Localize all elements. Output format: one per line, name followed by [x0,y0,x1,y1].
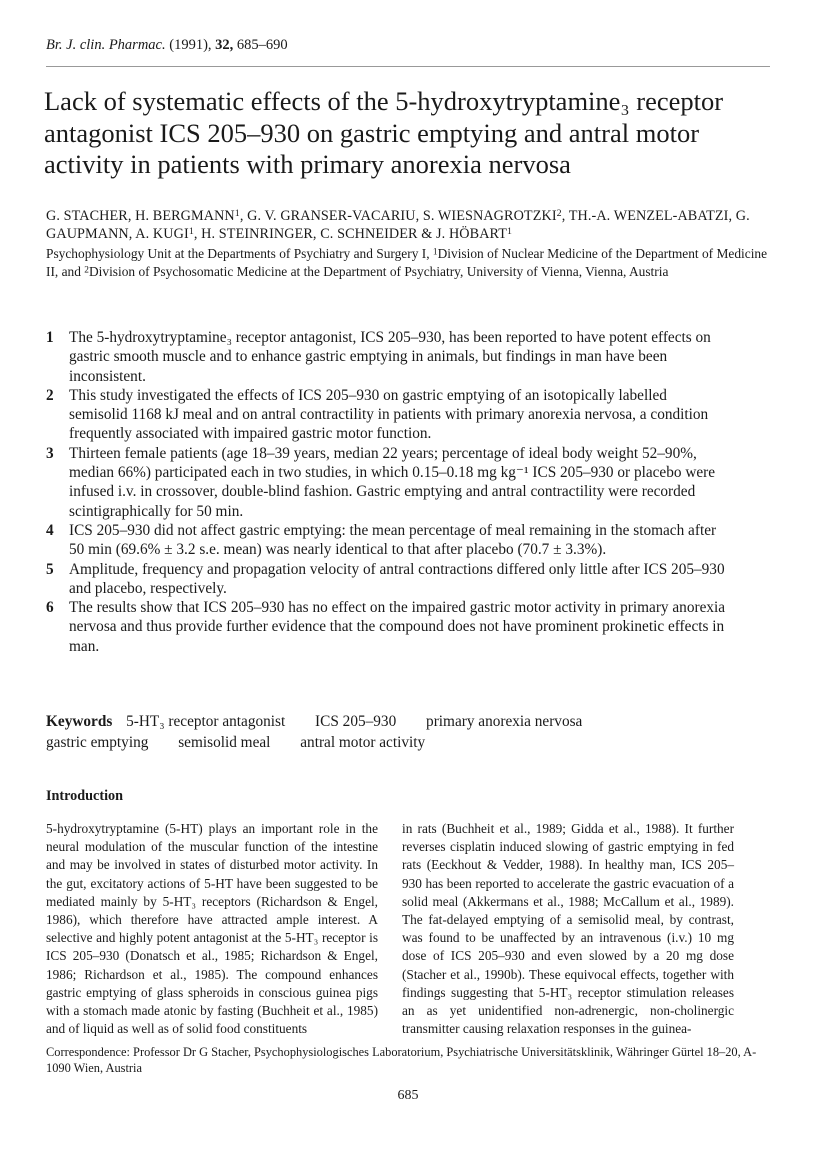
abstract-item [46,386,726,444]
author-separator: , [415,208,423,224]
abstract-item-number: 1 [46,329,54,346]
body-column-right: in rats (Buchheit et al., 1989; Gidda et al., 1988). It further reverses cisplatin induced slowing of gastric emptying in fed rats (Eeckhout & Vedder, 1988). In healthy man, ICS 205–930 has been reported to accelerate the gastric evacuation of a solid meal (Akkermans et al., 1988; McCallum et al., 1989). The fat-delayed emptying of a semisolid meal, by contrast, was found to be unaffected by an intravenous (i.v.) 10 mg dose of ICS 205–930 and even slowed by a 20 mg dose (Stacher et al., 1990b). These equivocal effects, together with findings suggesting that 5-HT₃ receptor stimulation releases an as yet unidentified non-adrenergic, non-cholinergic transmitter causing relaxation responses in the guinea- [402,821,734,1037]
abstract-item-number: 4 [46,521,54,539]
author-separator: , [561,208,569,224]
author-name: H. STEINRINGER [201,226,313,242]
author-affiliation-mark: 1 [234,208,240,220]
header-rule [46,66,770,67]
abstract-item-text: This study investigated the effects of ICS 205–930 on gastric emptying of an isotopically labelled semisolid 1168 kJ meal and on antral contractility in patients with primary anorexia nervosa, a condition frequently associated with impaired gastric motor function. [69,386,709,443]
abstract-item-text: Amplitude, frequency and propagation velocity of antral contractions differed only little after ICS 205–930 and placebo, respectively. [69,560,725,597]
author-affiliation-mark: 1 [188,226,194,238]
keyword: ICS 205–930 [315,713,397,730]
author-name: G. STACHER [46,208,128,224]
affiliation-mark-2: 2 [84,265,89,276]
author-list [46,207,776,243]
keyword: gastric emptying [46,733,149,751]
author-separator: , [239,208,248,224]
author-separator: , [312,226,321,242]
author-name: H. BERGMANN [135,208,235,224]
author-separator: & [417,226,437,242]
abstract [46,328,726,656]
abstract-item [46,598,726,656]
author-name: G. GAUPMANN [46,208,750,242]
journal-volume: 32, [215,37,234,53]
affiliation [46,245,776,281]
abstract-item [46,560,726,599]
journal-pages: 685–690 [236,37,288,53]
affiliation-part-1: Psychophysiology Unit at the Departments of Psychiatry and Surgery I, [46,246,433,261]
journal-name: Br. J. clin. Pharmac. [46,37,166,53]
author-name: S. WIESNAGROTZKI [422,208,557,224]
author-separator: , [193,226,202,242]
abstract-item-number: 2 [46,386,54,404]
affiliation-mark-1: 1 [432,247,438,258]
author-name: G. V. GRANSER-VACARIU [247,208,416,224]
author-affiliation-mark: 1 [507,226,513,238]
author-name: J. HÖBART [436,226,508,242]
author-name: A. KUGI [135,226,189,242]
abstract-item-number: 6 [46,599,54,617]
keyword: antral motor activity [300,733,426,751]
affiliation-part-2: Division of Nuclear Medicine of the Department of Medicine II, and [46,246,768,279]
abstract-item [46,444,726,521]
correspondence-note: Correspondence: Professor Dr G Stacher, Psychophysiologisches Laboratorium, Psychiatrische Universitätsklinik, Währinger Gürtel 18–20, A-1090 Wien, Austria [46,1045,757,1075]
affiliation-part-3: Division of Psychosomatic Medicine at the Department of Psychiatry, University of Vienna, Vienna, Austria [88,264,669,279]
author-name: TH.-A. WENZEL-ABATZI [568,208,729,224]
keywords-label: Keywords [46,713,113,730]
article-title: Lack of systematic effects of the 5-hydroxytryptamine₃ receptor antagonist ICS 205–930 on gastric emptying and antral motor activity in patients with primary anorexia nervosa [44,86,724,179]
abstract-item [46,328,726,386]
section-heading: Introduction [46,788,123,804]
body-column-left: 5-hydroxytryptamine (5-HT) plays an important role in the neural modulation of the muscular function of the intestine and may be involved in states of disturbed motor activity. In the gut, excitatory actions of 5-HT have been suggested to be mediated mainly by 5-HT₃ receptors (Richardson & Engel, 1986), which therefore have attracted ample interest. A selective and highly potent antagonist at the 5-HT₃ receptor is ICS 205–930 (Donatsch et al., 1985; Richardson & Engel, 1986; Richardson et al., 1985). The compound enhances gastric emptying of glass spheroids in conscious guinea pigs with a stomach made atonic by fasting (Buchheit et al., 1985) and of liquid as well as of solid food constituents [46,821,378,1037]
author-separator: , [128,226,136,242]
keyword: semisolid meal [178,733,271,751]
abstract-item-number: 5 [46,560,54,578]
author-name: C. SCHNEIDER [320,226,418,242]
author-affiliation-mark: 2 [556,208,562,220]
author-separator: , [728,208,736,224]
abstract-item [46,521,726,560]
keyword: 5-HT₃ receptor antagonist [126,713,286,730]
abstract-item-text: ICS 205–930 did not affect gastric emptying: the mean percentage of meal remaining in the stomach after 50 min (69.6% ± 3.2 s.e. mean) was nearly identical to that after placebo (70.7 ± 3.3%). [69,521,717,559]
abstract-item-number: 3 [46,444,54,462]
keyword: primary anorexia nervosa [426,713,583,730]
keywords [46,712,746,753]
journal-year: (1991), [169,37,212,53]
journal-citation [46,37,288,54]
abstract-item-text: The results show that ICS 205–930 has no effect on the impaired gastric motor activity in primary anorexia nervosa and thus provide further evidence that the compound does not have prominent prokinetic effects in man. [69,599,726,655]
abstract-item-text: Thirteen female patients (age 18–39 years, median 22 years; percentage of ideal body weight 52–90%, median 66%) participated each in two studies, in which 0.15–0.18 mg kg⁻¹ ICS 205–930 or placebo were infused i.v. in crossover, double-blind fashion. Gastric emptying and antral contractility were recorded scintigraphically for 50 min. [69,444,716,520]
abstract-item-text: The 5-hydroxytryptamine₃ receptor antagonist, ICS 205–930, has been reported to have potent effects on gastric smooth muscle and to enhance gastric emptying in animals, but findings in man have been inconsistent. [69,329,711,385]
page-number: 685 [397,1088,419,1103]
author-separator: , [127,208,136,224]
